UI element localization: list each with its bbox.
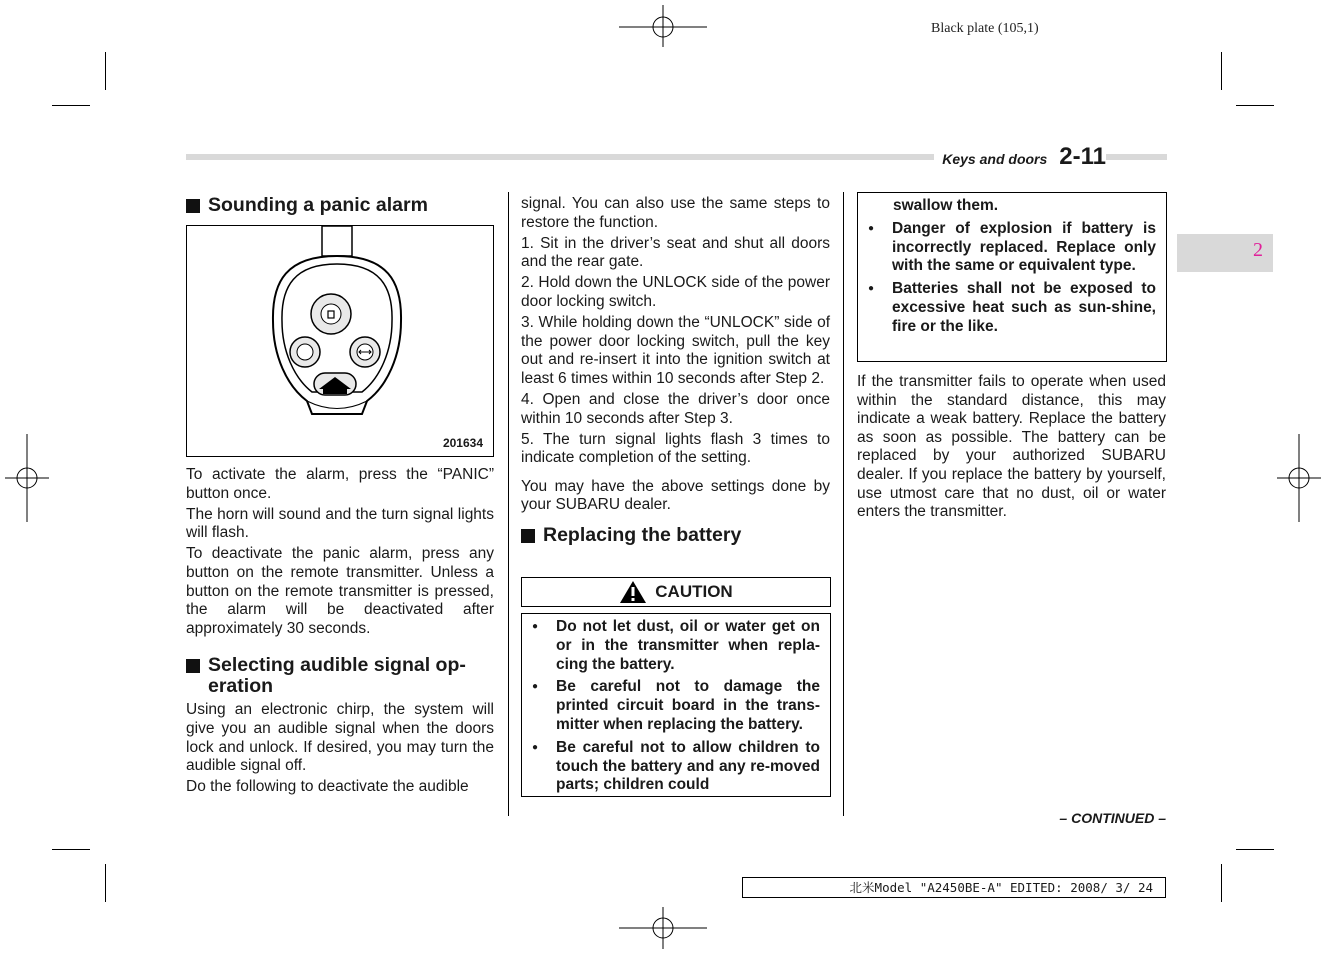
paragraph: The horn will sound and the turn signal lights will flash.	[186, 505, 494, 542]
chapter-tab	[1177, 234, 1273, 272]
heading-panic-alarm: Sounding a panic alarm	[186, 195, 494, 216]
caution-box-continued	[857, 192, 1167, 362]
continued-label: – CONTINUED –	[1059, 810, 1166, 826]
paragraph: To activate the alarm, press the “PANIC” button once.	[186, 466, 494, 502]
paragraph: Do the following to deactivate the audible	[186, 778, 469, 796]
registration-mark-top	[619, 5, 707, 47]
caution-item: ● Be careful not to damage the printed circuit board in the trans-mitter when replacing the battery.	[522, 678, 820, 734]
caution-item: ● Batteries shall not be exposed to excessive heat such as sun-shine, fire or the like.	[858, 280, 1156, 336]
caution-box	[521, 613, 831, 797]
caution-item: ● Danger of explosion if battery is incorrectly replaced. Replace only with the same or equivalent type.	[858, 220, 1156, 276]
edit-info: 北米Model "A2450BE-A" EDITED: 2008/ 3/ 24	[742, 877, 1166, 898]
caution-header	[521, 577, 831, 607]
heading-square-icon	[521, 529, 535, 543]
step-4: 4. Open and close the driver’s door once within 10 seconds after Step 3.	[521, 390, 830, 427]
paragraph: Using an electronic chirp, the system will give you an audible signal when the doors lock and unlock. If desired, you may turn the audible signal off.	[186, 701, 494, 775]
caution-item: ● Do not let dust, oil or water get on or in the transmitter when repla-cing the battery.	[522, 618, 820, 674]
section-title: Keys and doors	[942, 151, 1048, 167]
step-3: 3. While holding down the “UNLOCK” side of the power door locking switch, pull the key out and re-insert it into the ignition switch at least 6 times within 10 seconds after Step 2.	[521, 314, 830, 387]
heading-replacing-battery: Replacing the battery	[521, 525, 830, 546]
heading-square-icon	[186, 199, 200, 213]
column-2	[521, 195, 830, 546]
section-header	[934, 143, 1106, 171]
figure-number: 201634	[442, 436, 483, 450]
caution-list	[858, 220, 1156, 337]
registration-mark-right	[1277, 434, 1321, 522]
step-1: 1. Sit in the driver’s seat and shut all doors and the rear gate.	[521, 234, 830, 271]
page-number: 2-11	[1059, 143, 1106, 170]
paragraph: signal. You can also use the same steps to restore the function.	[521, 195, 830, 231]
plate-label: Black plate (105,1)	[931, 21, 1039, 36]
column-1-text	[186, 466, 494, 799]
heading-audible-signal: Selecting audible signal op-eration	[186, 655, 494, 697]
paragraph: To deactivate the panic alarm, press any button on the remote transmitter. Unless a button on the remote transmitter is pressed, the alarm will be deactivated after approximately 30 seconds.	[186, 545, 494, 637]
step-5: 5. The turn signal lights flash 3 times to indicate completion of the setting.	[521, 430, 830, 467]
caution-item: ● Be careful not to allow children to touch the battery and any re-moved parts; children could	[522, 739, 820, 795]
column-divider	[843, 192, 844, 816]
heading-square-icon	[186, 659, 200, 673]
column-1	[186, 195, 494, 216]
remote-transmitter-illustration	[187, 226, 493, 456]
column-divider	[508, 192, 509, 816]
caution-label: CAUTION	[655, 582, 733, 601]
registration-mark-bottom	[619, 907, 707, 949]
paragraph: You may have the above settings done by your SUBARU dealer.	[521, 477, 830, 514]
caution-continued-line: swallow them.	[893, 197, 999, 214]
chapter-tab-number: 2	[1253, 239, 1263, 261]
registration-mark-left	[5, 434, 49, 522]
caution-list	[522, 618, 820, 795]
warning-icon	[619, 580, 647, 604]
step-2: 2. Hold down the UNLOCK side of the power door locking switch.	[521, 274, 830, 310]
column-3-text	[857, 373, 1166, 524]
paragraph: If the transmitter fails to operate when used within the standard distance, this may indicate a weak battery. Replace the battery as soon as possible. The battery can be replaced by your authorized SUBARU dealer. If you replace the battery by yourself, use utmost care that no dust, oil or water enters the transmitter.	[857, 373, 1166, 521]
key-fob-figure	[186, 225, 494, 457]
